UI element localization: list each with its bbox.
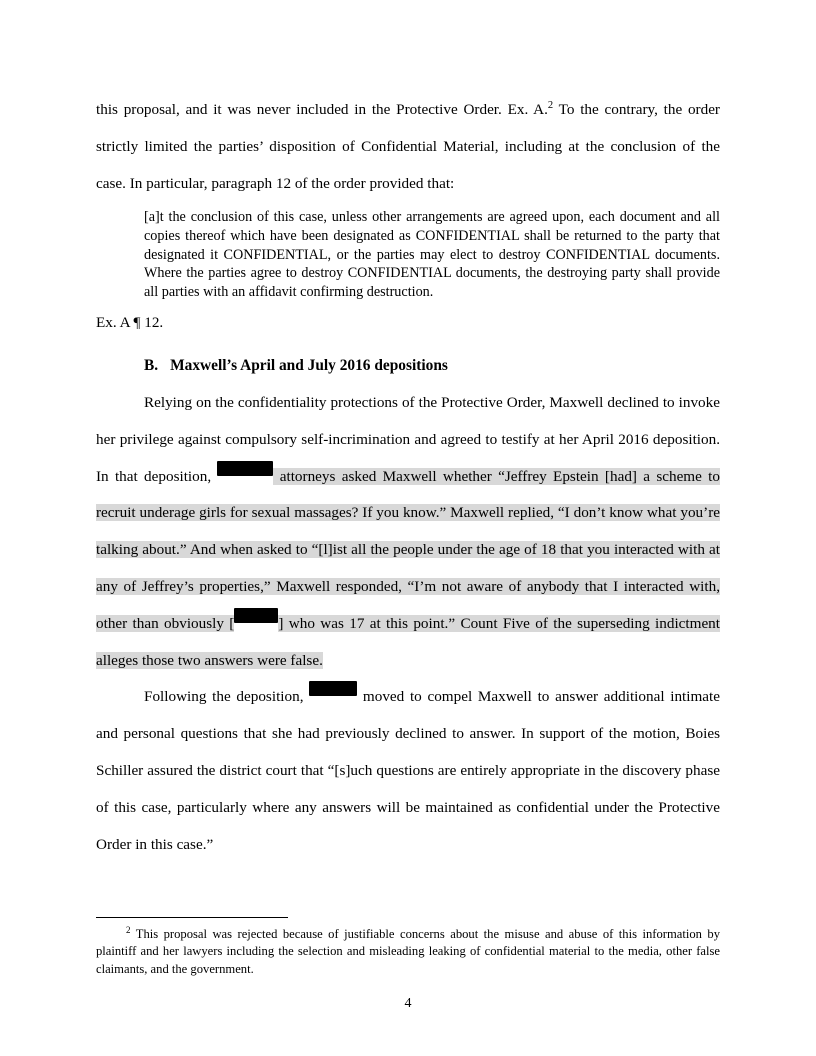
redaction-block-2: [234, 608, 278, 623]
paragraph-2-segment-3-highlighted: ] who was 17 at this point.” Count Five of the superseding indictment alleges those two answers were false.: [96, 614, 720, 669]
page-number: 4: [404, 996, 412, 1011]
exhibit-citation: Ex. A ¶ 12.: [96, 314, 164, 332]
paragraph-1-text-before-footnote: this proposal, and it was never included in the Protective Order. Ex. A.: [96, 101, 548, 118]
paragraph-2-segment-2-highlighted: attorneys asked Maxwell whether “Jeffrey Epstein [had] a scheme to recruit underage girls for sexual massages? If you know.” Maxwell replied, “I don’t know what you’re talking about.” And when asked to “[l]ist all the people under the age of 18 that you interacted with at any of Jeffrey’s properties,” Maxwell responded, “I’m not aware of anybody that I interacted with, other than obviously [: [96, 467, 720, 632]
paragraph-motion-to-compel: [96, 679, 720, 863]
paragraph-2-segment-1: Relying on the confidentiality protections of the Protective Order, Maxwell declined to invoke her privilege against compulsory self-incrimination and agreed to testify at her April 2016 deposition. In that deposition,: [96, 393, 720, 485]
document-body: [96, 92, 720, 863]
section-heading-text: Maxwell’s April and July 2016 depositions: [170, 357, 448, 375]
redaction-block-1: [217, 461, 273, 476]
redaction-block-3: [309, 681, 357, 696]
footnote-number: 2: [126, 924, 131, 935]
section-heading-b: [96, 348, 720, 385]
paragraph-continuation: [96, 92, 720, 202]
section-heading-label: B.: [144, 357, 159, 375]
paragraph-depositions: [96, 385, 720, 679]
footnote-marker-2: 2: [547, 99, 554, 111]
blockquote-paragraph-12: [a]t the conclusion of this case, unless other arrangements are agreed upon, each document and all copies thereof which have been designated as CONFIDENTIAL shall be returned to the party that designated it CONFIDENTIAL, or the parties may elect to destroy CONFIDENTIAL documents. Where the parties agree to destroy CONFIDENTIAL documents, the destroying party shall provide all parties with an affidavit confirming destruction.: [144, 209, 720, 300]
footnote-2: [96, 926, 720, 978]
paragraph-3-segment-1: Following the deposition,: [144, 688, 310, 706]
paragraph-1-text-after-footnote: To the contrary, the order strictly limited the parties’ disposition of Confidential Material, including at the conclusion of the case. In particular, paragraph 12 of the order provided that:: [96, 101, 720, 192]
paragraph-3-segment-2: moved to compel Maxwell to answer additional intimate and personal questions that she had previously declined to answer. In support of the motion, Boies Schiller assured the district court that “[s]uch questions are entirely appropriate in the discovery phase of this case, particularly where any answers will be maintained as confidential under the Protective Order in this case.”: [96, 688, 721, 853]
footnote-area: [96, 917, 720, 978]
footnote-separator: [96, 917, 288, 918]
footnote-body: This proposal was rejected because of justifiable concerns about the misuse and abuse of this information by plaintiff and her lawyers including the selection and misleading leaking of confidential material to the media, other false claimants, and the government.: [96, 926, 720, 976]
